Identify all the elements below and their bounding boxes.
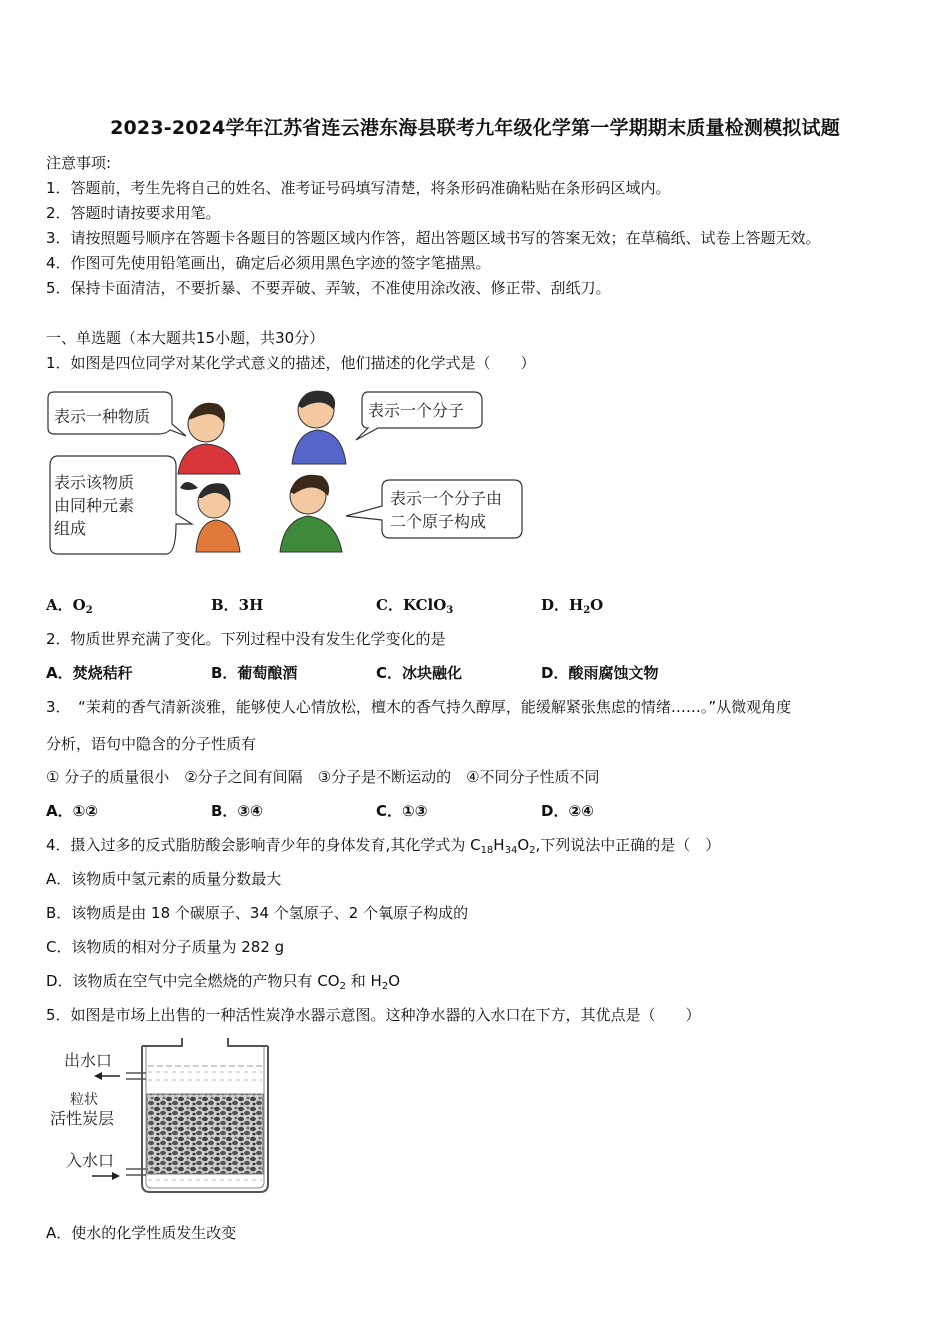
notice-item: 3．请按照题号顺序在答题卡各题目的答题区域内作答，超出答题区域书写的答案无效；在草稿纸、试卷上答题无效。 — [46, 229, 821, 247]
q3-option-a[interactable]: A．①② — [46, 802, 99, 820]
notice-item: 4．作图可先使用铅笔画出，确定后必须用黑色字迹的签字笔描黑。 — [46, 254, 491, 272]
subscript: 2 — [529, 845, 536, 856]
carbon-label-line1: 粒状 — [70, 1092, 98, 1108]
q1-option-d[interactable] — [541, 594, 603, 616]
q3-option-b[interactable]: B．③④ — [211, 802, 263, 820]
stem-text: ,下列说法中正确的是（ ） — [535, 836, 721, 854]
option-text: O — [388, 972, 400, 990]
option-text: O — [590, 596, 604, 614]
q4-option-c[interactable]: C．该物质的相对分子质量为 282 g — [46, 938, 285, 956]
notice-heading: 注意事项: — [46, 154, 112, 172]
top-tube — [228, 1038, 268, 1046]
option-text: D．H — [541, 596, 584, 614]
option-text: D．该物质在空气中完全燃烧的产物只有 CO — [46, 972, 340, 990]
subscript: 34 — [504, 845, 518, 856]
carbon-label-line2: 活性炭层 — [50, 1109, 115, 1128]
subscript: 2 — [381, 981, 389, 992]
subscript: 3 — [446, 605, 454, 616]
section-heading: 一、单选题（本大题共15小题，共30分） — [46, 329, 325, 347]
q1-illustration — [46, 384, 536, 564]
outlet-arrow-icon — [94, 1072, 120, 1080]
q3-option-d[interactable]: D．②④ — [541, 802, 594, 820]
q5-stem: 5．如图是市场上出售的一种活性炭净水器示意图。这种净水器的入水口在下方，其优点是（ ） — [46, 1006, 701, 1024]
bubble-text: 表示该物质 — [54, 473, 135, 492]
student-icon — [178, 403, 240, 474]
stem-text: 4．摄入过多的反式脂肪酸会影响青少年的身体发育,其化学式为 C — [46, 836, 481, 854]
q3-statements: ① 分子的质量很小 ②分子之间有间隔 ③分子是不断运动的 ④不同分子性质不同 — [46, 768, 600, 786]
q1-stem: 1．如图是四位同学对某化学式意义的描述，他们描述的化学式是（ ） — [46, 354, 536, 372]
subscript: 18 — [480, 845, 494, 856]
student-icon — [180, 482, 240, 552]
notice-item: 1．答题前，考生先将自己的姓名、准考证号码填写清楚，将条形码准确粘贴在条形码区域内。 — [46, 179, 671, 197]
bubble-text: 表示一个分子由 — [390, 489, 503, 508]
subscript: 2 — [85, 605, 93, 616]
option-text: 和 H — [345, 972, 382, 990]
q4-option-a[interactable]: A．该物质中氢元素的质量分数最大 — [46, 870, 282, 888]
inlet-label: 入水口 — [66, 1151, 115, 1170]
q2-option-c[interactable]: C．冰块融化 — [376, 664, 463, 682]
water-purifier-diagram — [46, 1036, 286, 1196]
bubble-text: 表示一种物质 — [54, 407, 151, 426]
outlet-tube — [142, 1038, 182, 1046]
subscript: 2 — [583, 605, 591, 616]
subscript: 2 — [339, 981, 346, 992]
q5-option-a[interactable]: A．使水的化学性质发生改变 — [46, 1224, 237, 1242]
bubble-text: 二个原子构成 — [390, 512, 487, 531]
activated-carbon-layer — [147, 1094, 263, 1174]
q4-option-b[interactable]: B．该物质是由 18 个碳原子、34 个氢原子、2 个氧原子构成的 — [46, 904, 469, 922]
stem-text: O — [517, 836, 530, 854]
student-icon — [280, 475, 342, 552]
q2-option-d[interactable]: D．酸雨腐蚀文物 — [541, 664, 659, 682]
inlet-arrow-icon — [92, 1172, 120, 1180]
outlet-label: 出水口 — [64, 1051, 113, 1070]
q4-option-d[interactable] — [46, 970, 400, 992]
q2-stem: 2．物质世界充满了变化。下列过程中没有发生化学变化的是 — [46, 630, 446, 648]
q1-option-c[interactable] — [376, 594, 453, 616]
q1-option-a[interactable] — [46, 594, 93, 616]
notice-item: 2．答题时请按要求用笔。 — [46, 204, 221, 222]
bubble-text: 由同种元素 — [54, 496, 135, 515]
q3-stem-line1: 3． “茉莉的香气清新淡雅，能够使人心情放松，檀木的香气持久醇厚，能缓解紧张焦虑的情绪……。”从微观角度 — [46, 698, 792, 716]
notice-item: 5．保持卡面清洁，不要折暴、不要弄破、弄皱，不准使用涂改液、修正带、刮纸刀。 — [46, 279, 611, 297]
q2-option-b[interactable]: B．葡萄酿酒 — [211, 664, 298, 682]
q2-option-a[interactable]: A．焚烧秸秆 — [46, 664, 133, 682]
option-text: A．O — [46, 596, 86, 614]
q3-stem-line2: 分析，语句中隐含的分子性质有 — [46, 735, 257, 753]
stem-text: H — [493, 836, 505, 854]
q4-stem — [46, 834, 720, 856]
page-title: 2023-2024学年江苏省连云港东海县联考九年级化学第一学期期末质量检测模拟试题 — [110, 117, 840, 139]
q3-option-c[interactable]: C．①③ — [376, 802, 428, 820]
bubble-text: 组成 — [54, 519, 87, 538]
student-icon — [292, 391, 346, 464]
q1-option-b[interactable]: B．3H — [211, 596, 264, 614]
option-text: C．KClO — [376, 596, 447, 614]
bubble-text: 表示一个分子 — [368, 401, 465, 420]
